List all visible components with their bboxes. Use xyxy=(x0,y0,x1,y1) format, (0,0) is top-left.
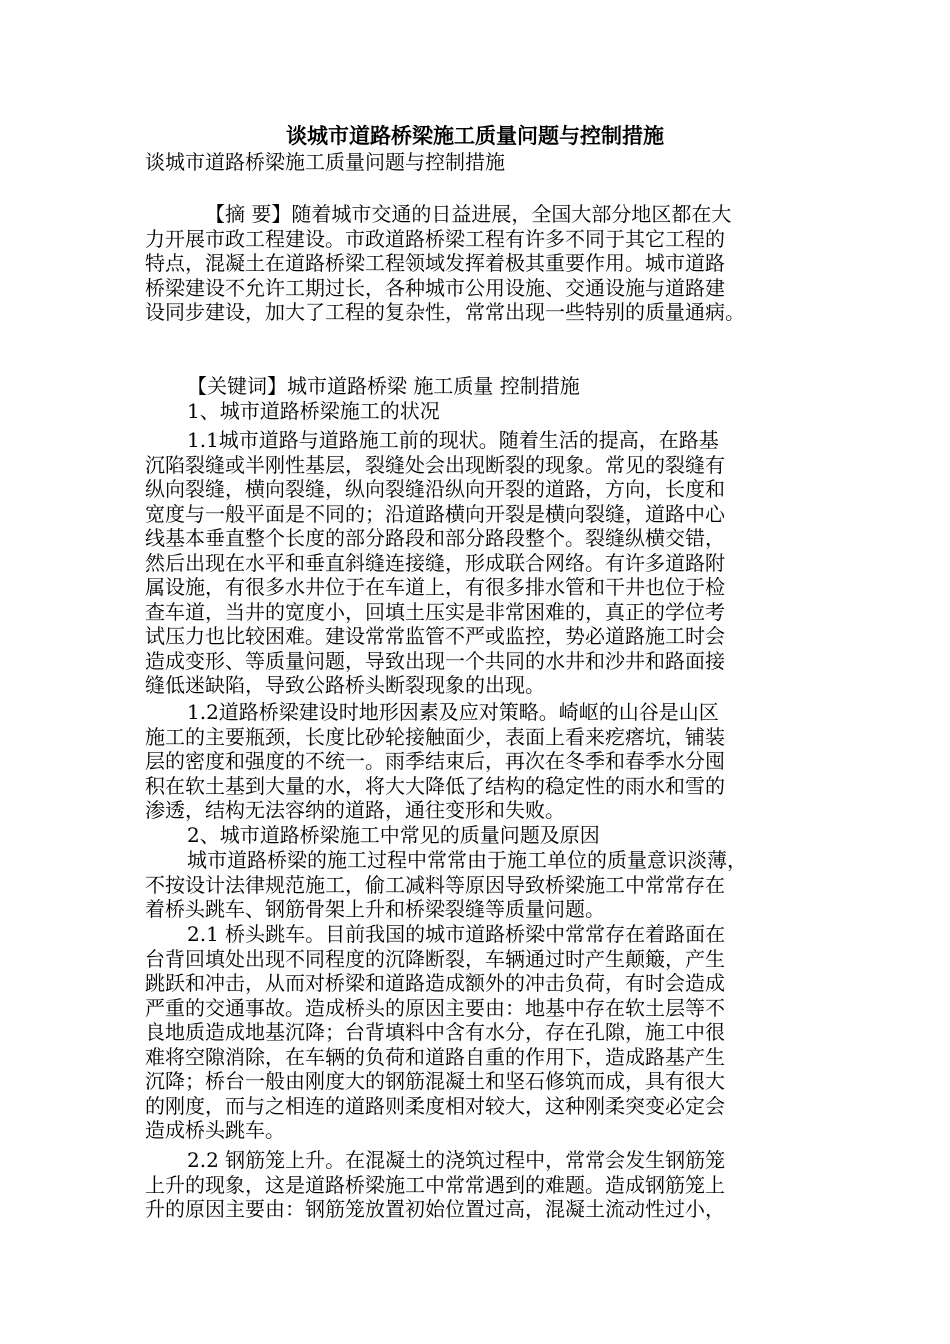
paragraph-line: 试压力也比较困难。建设常常监管不严或监控，势必道路施工时会 xyxy=(145,624,725,648)
paragraph-line: 1.2道路桥梁建设时地形因素及应对策略。崎岖的山谷是山区 xyxy=(187,700,719,724)
paragraph-line: 沉陷裂缝或半刚性基层，裂缝处会出现断裂的现象。常见的裂缝有 xyxy=(145,452,725,477)
paragraph-line: 2.1 桥头跳车。目前我国的城市道路桥梁中常常存在着路面在 xyxy=(187,922,726,946)
paragraph-line: 然后出现在水平和垂直斜缝连接缝，形成联合网络。有许多道路附 xyxy=(145,550,725,575)
paragraph-line: 属设施，有很多水井位于在车道上，有很多排水管和干井也位于检 xyxy=(145,575,725,599)
document-title: 谈城市道路桥梁施工质量问题与控制措施 xyxy=(286,123,664,148)
abstract-line: 特点，混凝土在道路桥梁工程领域发挥着极其重要作用。城市道路 xyxy=(145,251,725,275)
paragraph-line: 渗透，结构无法容纳的道路，通往变形和失败。 xyxy=(145,798,565,822)
paragraph-line: 造成桥头跳车。 xyxy=(145,1118,285,1142)
abstract-line: 设同步建设，加大了工程的复杂性，常常出现一些特别的质量通病。 xyxy=(145,300,745,324)
paragraph-line: 着桥头跳车、钢筋骨架上升和桥梁裂缝等质量问题。 xyxy=(145,897,605,921)
paragraph-line: 2.2 钢筋笼上升。在混凝土的浇筑过程中，常常会发生钢筋笼 xyxy=(187,1148,726,1172)
section-heading: 1、城市道路桥梁施工的状况 xyxy=(187,399,440,423)
paragraph-line: 1.1城市道路与道路施工前的现状。随着生活的提高，在路基 xyxy=(187,428,719,452)
keywords-line: 【关键词】城市道路桥梁 施工质量 控制措施 xyxy=(187,374,580,398)
paragraph-line: 升的原因主要由：钢筋笼放置初始位置过高，混凝土流动性过小， xyxy=(145,1197,725,1221)
paragraph-line: 的刚度，而与之相连的道路则柔度相对较大，这种刚柔突变必定会 xyxy=(145,1093,725,1118)
paragraph-line: 严重的交通事故。造成桥头的原因主要由：地基中存在软土层等不 xyxy=(145,995,725,1020)
paragraph-line: 线基本垂直整个长度的部分路段和部分路段整个。裂缝纵横交错， xyxy=(145,526,725,550)
paragraph-line: 纵向裂缝，横向裂缝，纵向裂缝沿纵向开裂的道路，方向，长度和 xyxy=(145,477,725,501)
paragraph-line: 造成变形、等质量问题，导致出现一个共同的水井和沙井和路面接 xyxy=(145,648,725,673)
paragraph-line: 台背回填处出现不同程度的沉降断裂，车辆通过时产生颠簸，产生 xyxy=(145,946,725,971)
paragraph-line: 上升的现象，这是道路桥梁施工中常常遇到的难题。造成钢筋笼上 xyxy=(145,1172,725,1197)
document-subtitle: 谈城市道路桥梁施工质量问题与控制措施 xyxy=(145,150,505,174)
abstract-line: 桥梁建设不允许工期过长，各种城市公用设施、交通设施与道路建 xyxy=(145,275,725,300)
paragraph-line: 查车道，当井的宽度小，回填土压实是非常困难的，真正的学位考 xyxy=(145,599,725,624)
paragraph-line: 层的密度和强度的不统一。雨季结束后，再次在冬季和春季水分囤 xyxy=(145,749,725,773)
abstract-line: 力开展市政工程建设。市政道路桥梁工程有许多不同于其它工程的 xyxy=(145,226,725,251)
paragraph-line: 跳跃和冲击，从而对桥梁和道路造成额外的冲击负荷，有时会造成 xyxy=(145,971,725,995)
paragraph-line: 宽度与一般平面是不同的；沿道路横向开裂是横向裂缝，道路中心 xyxy=(145,501,725,526)
paragraph-line: 不按设计法律规范施工，偷工减料等原因导致桥梁施工中常常存在 xyxy=(145,872,725,897)
paragraph-line: 良地质造成地基沉降；台背填料中含有水分，存在孔隙，施工中很 xyxy=(145,1020,725,1044)
abstract-line: 【摘 要】随着城市交通的日益进展，全国大部分地区都在大 xyxy=(205,202,732,226)
paragraph-line: 积在软土基到大量的水，将大大降低了结构的稳定性的雨水和雪的 xyxy=(145,773,725,798)
paragraph-line: 施工的主要瓶颈，长度比砂轮接触面少，表面上看来疙瘩坑，铺装 xyxy=(145,724,725,749)
paragraph-line: 难将空隙消除，在车辆的负荷和道路自重的作用下，造成路基产生 xyxy=(145,1044,725,1069)
section-heading: 2、城市道路桥梁施工中常见的质量问题及原因 xyxy=(187,823,600,847)
paragraph-line: 缝低迷缺陷，导致公路桥头断裂现象的出现。 xyxy=(145,673,545,697)
paragraph-line: 城市道路桥梁的施工过程中常常由于施工单位的质量意识淡薄， xyxy=(187,848,747,872)
paragraph-line: 沉降；桥台一般由刚度大的钢筋混凝土和坚石修筑而成，具有很大 xyxy=(145,1069,725,1093)
